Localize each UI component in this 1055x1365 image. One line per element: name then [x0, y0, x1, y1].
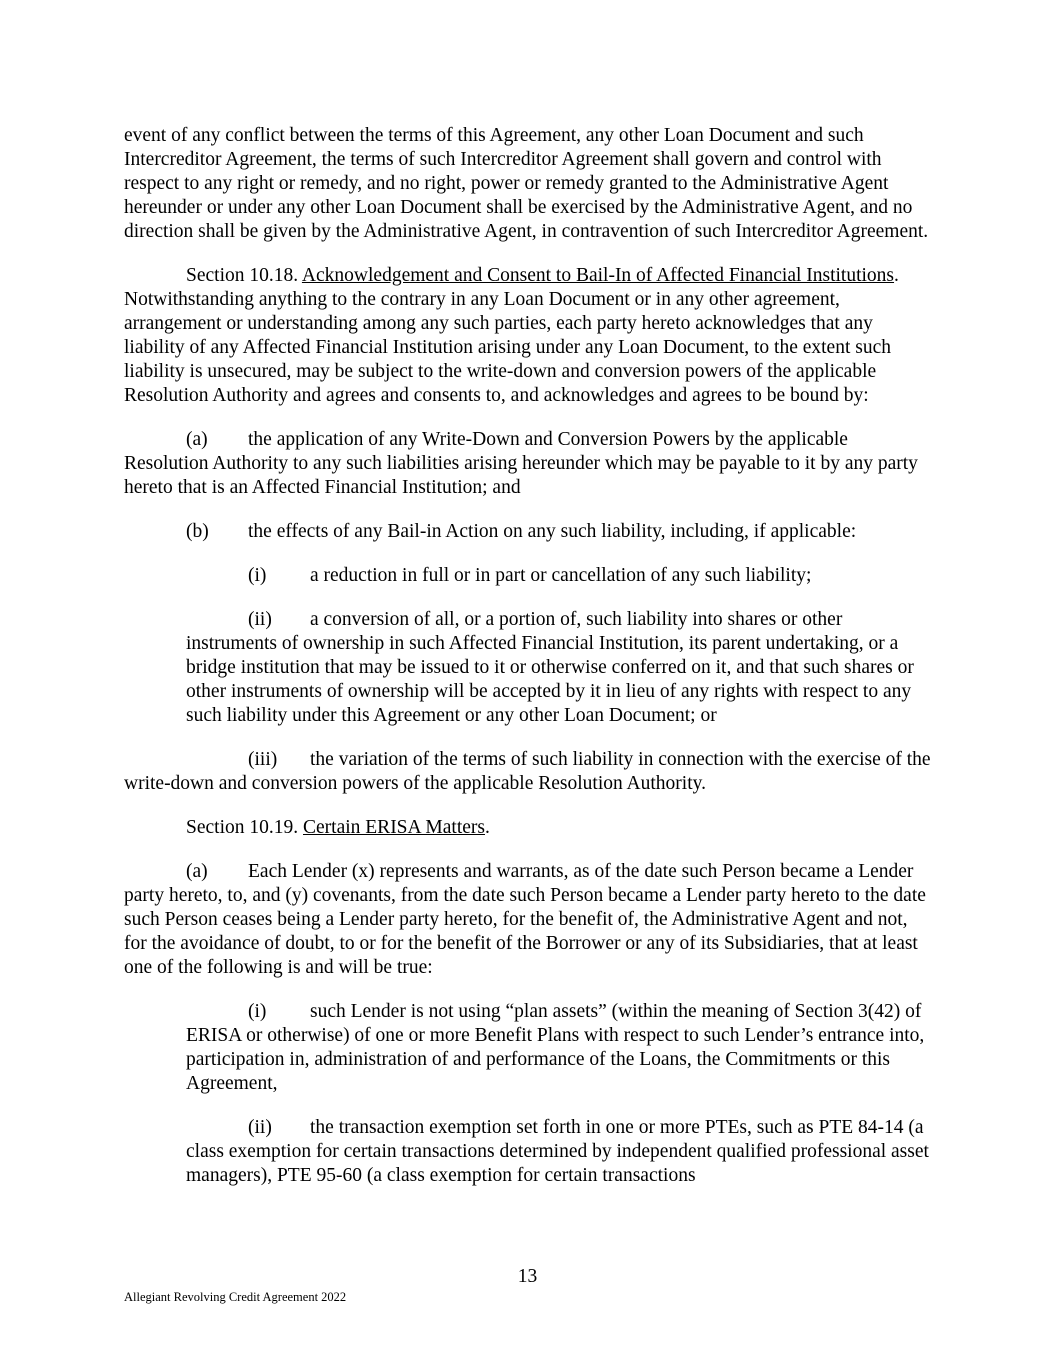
section-10-19-title: Certain ERISA Matters [303, 817, 485, 838]
section-10-19-heading [124, 816, 934, 840]
section-10-18-paragraph [124, 264, 934, 408]
clause-b-i-paragraph [124, 564, 934, 588]
clause-b-ii-paragraph [124, 608, 934, 728]
clause-b-text: the effects of any Bail-in Action on any such liability, including, if applicable: [248, 521, 857, 542]
section-10-19-end: . [484, 817, 490, 838]
document-body [124, 124, 934, 1208]
section-10-19-clause-a-ii-paragraph [124, 1116, 934, 1188]
section-10-19-clause-a-i-number: (i) [248, 1001, 267, 1022]
section-10-19-clause-a-number: (a) [186, 861, 208, 882]
clause-b-paragraph [124, 520, 934, 544]
clause-b-iii-text: the variation of the terms of such liability in connection with the exercise of the write-down and conversion powers of the applicable Resolution Authority. [124, 749, 931, 794]
clause-b-i-text: a reduction in full or in part or cancellation of any such liability; [310, 565, 812, 586]
clause-b-iii-number: (iii) [248, 749, 278, 770]
clause-a-text: the application of any Write-Down and Conversion Powers by the applicable Resolution Authority to any such liabilities arising hereunder which may be payable to it by any party hereto that is an Affected Financial Institution; and [124, 429, 918, 498]
paragraph-intro: event of any conflict between the terms of this Agreement, any other Loan Document and such Intercreditor Agreement, the terms of such Intercreditor Agreement shall govern and control with respect to any right or remedy, and no right, power or remedy granted to the Administrative Agent hereunder or under any other Loan Document shall be exercised by the Administrative Agent, and no direction shall be given by the Administrative Agent, in contravention of such Intercreditor Agreement. [124, 125, 929, 242]
clause-a-number: (a) [186, 429, 208, 450]
section-10-19-clause-a-ii-text: the transaction exemption set forth in one or more PTEs, such as PTE 84-14 (a class exemption for certain transactions determined by independent qualified professional asset managers), PTE 95-60 (a class exemption for certain transactions [186, 1117, 929, 1186]
section-10-19-clause-a-paragraph [124, 860, 934, 980]
section-10-18-label: Section 10.18. [186, 265, 302, 286]
clause-a-paragraph [124, 428, 934, 500]
clause-b-iii-paragraph [124, 748, 934, 796]
clause-b-ii-number: (ii) [248, 609, 272, 630]
section-10-19-label: Section 10.19. [186, 817, 303, 838]
section-10-19-clause-a-i-paragraph [124, 1000, 934, 1096]
clause-b-number: (b) [186, 521, 209, 542]
page-number: 13 [517, 1266, 538, 1287]
section-10-18-title: Acknowledgement and Consent to Bail-In of Affected Financial Institutions [301, 265, 895, 286]
section-10-19-clause-a-ii-number: (ii) [248, 1117, 272, 1138]
clause-b-i-number: (i) [248, 565, 267, 586]
document-footer: Allegiant Revolving Credit Agreement 2022 [124, 1290, 347, 1304]
section-10-19-clause-a-text: Each Lender (x) represents and warrants, as of the date such Person became a Lender party hereto, to, and (y) covenants, from the date such Person became a Lender party hereto to the date such Person ceases being a Lender party hereto, for the benefit of, the Administrative Agent and not, for the avoidance of doubt, to or for the benefit of the Borrower or any of its Subsidiaries, that at least one of the following is and will be true: [124, 861, 926, 978]
section-10-18-body: . Notwithstanding anything to the contrary in any Loan Document or in any other agreement, arrangement or understanding among any such parties, each party hereto acknowledges that any liability of any Affected Financial Institution arising under any Loan Document, to the extent such liability is unsecured, may be subject to the write-down and conversion powers of the applicable Resolution Authority and agrees and consents to, and acknowledges and agrees to be bound by: [124, 265, 899, 406]
clause-b-ii-text: a conversion of all, or a portion of, such liability into shares or other instruments of ownership in such Affected Financial Institution, its parent undertaking, or a bridge institution that may be issued to it or otherwise conferred on it, and that such shares or other instruments of ownership will be accepted by it in lieu of any rights with respect to any such liability under this Agreement or any other Loan Document; or [186, 609, 914, 726]
section-10-19-clause-a-i-text: such Lender is not using “plan assets” (within the meaning of Section 3(42) of ERISA or otherwise) of one or more Benefit Plans with respect to such Lender’s entrance into, participation in, administration of and performance of the Loans, the Commitments or this Agreement, [186, 1001, 925, 1094]
